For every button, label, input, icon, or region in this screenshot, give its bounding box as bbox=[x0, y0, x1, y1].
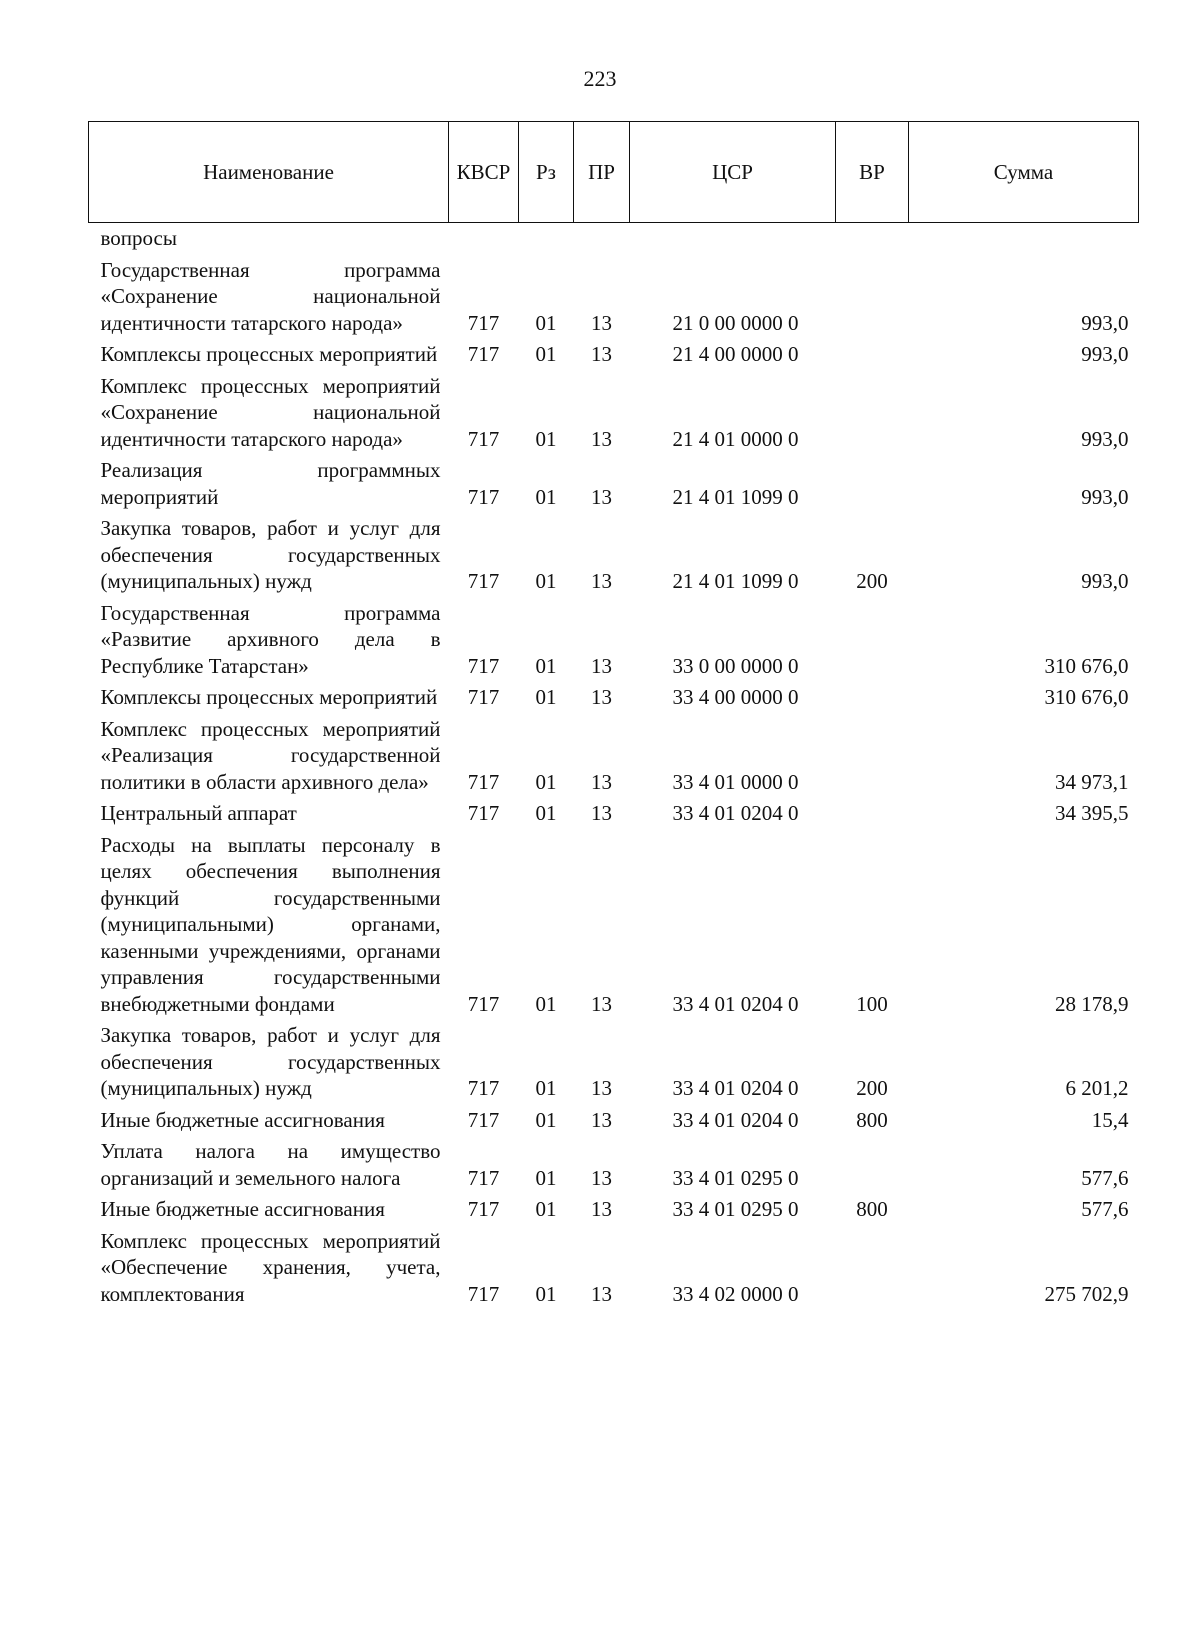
cell-sum: 34 395,5 bbox=[1055, 801, 1129, 825]
cell-name: Закупка товаров, работ и услуг для обеспечения государственных (муниципальных) нужд bbox=[100, 1023, 441, 1100]
cell-name: Реализация программных мероприятий bbox=[100, 458, 441, 509]
cell-vr bbox=[836, 798, 909, 830]
cell-csr: 33 4 01 0204 0 bbox=[672, 1107, 799, 1132]
cell-pr: 13 bbox=[591, 484, 612, 509]
cell-kvsr bbox=[449, 223, 519, 255]
cell-sum: 993,0 bbox=[1081, 342, 1129, 366]
header-rz: Рз bbox=[519, 122, 574, 223]
cell-rz: 01 bbox=[535, 769, 557, 794]
page-number: 223 bbox=[583, 66, 617, 91]
cell-rz bbox=[519, 223, 574, 255]
header-row bbox=[89, 122, 1139, 223]
header-pr: ПР bbox=[574, 122, 630, 223]
cell-kvsr: 717 bbox=[467, 569, 500, 593]
table-row bbox=[89, 682, 1139, 714]
cell-kvsr: 717 bbox=[467, 426, 500, 451]
cell-pr bbox=[574, 223, 630, 255]
cell-csr: 33 4 01 0204 0 bbox=[672, 1076, 799, 1100]
cell-vr bbox=[836, 1226, 909, 1311]
cell-csr: 21 4 01 1099 0 bbox=[672, 484, 799, 509]
cell-pr: 13 bbox=[591, 685, 612, 709]
table-row bbox=[89, 1105, 1139, 1137]
cell-pr: 13 bbox=[591, 426, 612, 451]
cell-sum: 993,0 bbox=[1081, 426, 1129, 451]
cell-csr: 33 4 00 0000 0 bbox=[672, 685, 799, 709]
cell-sum: 577,6 bbox=[1081, 1165, 1129, 1190]
cell-vr: 200 bbox=[856, 1076, 888, 1100]
table-row bbox=[89, 1136, 1139, 1194]
table-row bbox=[89, 598, 1139, 683]
cell-kvsr: 717 bbox=[467, 653, 500, 678]
cell-name: Комплекс процессных мероприятий «Реализация государственной политики в области архивного дела» bbox=[100, 716, 441, 794]
cell-name: Уплата налога на имущество организаций и земельного налога bbox=[100, 1139, 441, 1190]
cell-name: Расходы на выплаты персоналу в целях обеспечения выполнения функций государственными (муниципальными) органами, казенными учреждениями, органами управления государственными внебюджетными фондами bbox=[100, 832, 441, 1016]
cell-pr: 13 bbox=[591, 310, 612, 335]
table-header bbox=[89, 122, 1139, 223]
header-kvsr: КВСР bbox=[449, 122, 519, 223]
cell-vr bbox=[836, 682, 909, 714]
cell-csr bbox=[630, 223, 836, 255]
cell-rz: 01 bbox=[535, 484, 557, 509]
cell-csr: 33 4 01 0204 0 bbox=[672, 801, 799, 825]
cell-kvsr: 717 bbox=[467, 685, 500, 709]
cell-kvsr: 717 bbox=[467, 1197, 500, 1221]
cell-kvsr: 717 bbox=[467, 1165, 500, 1190]
cell-sum: 310 676,0 bbox=[1044, 685, 1129, 709]
cell-rz: 01 bbox=[535, 991, 557, 1016]
cell-vr bbox=[836, 455, 909, 513]
cell-rz: 01 bbox=[535, 1197, 557, 1221]
header-name: Наименование bbox=[89, 122, 449, 223]
cell-sum bbox=[909, 223, 1139, 255]
table-row bbox=[89, 513, 1139, 598]
cell-sum: 34 973,1 bbox=[1055, 769, 1129, 794]
table-body bbox=[89, 223, 1139, 1311]
header-sum: Сумма bbox=[909, 122, 1139, 223]
cell-sum: 993,0 bbox=[1081, 484, 1129, 509]
cell-vr bbox=[836, 371, 909, 456]
cell-vr: 100 bbox=[856, 991, 888, 1016]
cell-csr: 33 4 01 0204 0 bbox=[672, 991, 799, 1016]
cell-sum: 577,6 bbox=[1081, 1197, 1129, 1221]
cell-pr: 13 bbox=[591, 342, 612, 366]
cell-rz: 01 bbox=[535, 653, 557, 678]
header-vr: ВР bbox=[836, 122, 909, 223]
cell-name: Центральный аппарат bbox=[100, 801, 297, 825]
cell-kvsr: 717 bbox=[467, 801, 500, 825]
cell-vr bbox=[836, 223, 909, 255]
cell-csr: 21 4 00 0000 0 bbox=[672, 342, 799, 366]
cell-vr bbox=[836, 598, 909, 683]
cell-csr: 33 4 01 0000 0 bbox=[672, 769, 799, 794]
table-row bbox=[89, 223, 1139, 255]
cell-name: Государственная программа «Сохранение национальной идентичности татарского народа» bbox=[100, 257, 441, 335]
cell-name: Комплекс процессных мероприятий «Сохранение национальной идентичности татарского народа» bbox=[100, 373, 441, 451]
cell-csr: 33 4 01 0295 0 bbox=[672, 1165, 799, 1190]
cell-rz: 01 bbox=[535, 569, 557, 593]
cell-rz: 01 bbox=[535, 342, 557, 366]
cell-vr bbox=[836, 339, 909, 371]
cell-csr: 21 0 00 0000 0 bbox=[672, 310, 799, 335]
cell-name: Закупка товаров, работ и услуг для обеспечения государственных (муниципальных) нужд bbox=[100, 516, 441, 593]
cell-csr: 21 4 01 0000 0 bbox=[672, 426, 799, 451]
table-row bbox=[89, 371, 1139, 456]
cell-rz: 01 bbox=[535, 310, 557, 335]
header-csr: ЦСР bbox=[630, 122, 836, 223]
cell-csr: 33 4 02 0000 0 bbox=[672, 1281, 799, 1306]
table-row bbox=[89, 830, 1139, 1021]
cell-sum: 6 201,2 bbox=[1065, 1076, 1129, 1100]
cell-csr: 33 4 01 0295 0 bbox=[672, 1197, 799, 1221]
cell-pr: 13 bbox=[591, 769, 612, 794]
cell-kvsr: 717 bbox=[467, 991, 500, 1016]
table-row bbox=[89, 798, 1139, 830]
cell-sum: 28 178,9 bbox=[1055, 991, 1129, 1016]
cell-vr bbox=[836, 255, 909, 340]
cell-pr: 13 bbox=[591, 569, 612, 593]
cell-rz: 01 bbox=[535, 801, 557, 825]
cell-sum: 15,4 bbox=[1091, 1107, 1129, 1132]
cell-pr: 13 bbox=[591, 801, 612, 825]
cell-pr: 13 bbox=[591, 1165, 612, 1190]
cell-name: Комплексы процессных мероприятий bbox=[100, 342, 438, 366]
table-row bbox=[89, 455, 1139, 513]
cell-pr: 13 bbox=[591, 1076, 612, 1100]
cell-rz: 01 bbox=[535, 1107, 557, 1132]
cell-pr: 13 bbox=[591, 1281, 612, 1306]
cell-vr: 200 bbox=[856, 569, 888, 593]
cell-kvsr: 717 bbox=[467, 342, 500, 366]
table-row bbox=[89, 255, 1139, 340]
budget-table bbox=[88, 121, 1139, 1310]
table-row bbox=[89, 714, 1139, 799]
cell-sum: 993,0 bbox=[1081, 310, 1129, 335]
table-row bbox=[89, 1194, 1139, 1226]
table-row bbox=[89, 1226, 1139, 1311]
cell-pr: 13 bbox=[591, 1107, 612, 1132]
cell-vr: 800 bbox=[856, 1197, 888, 1221]
cell-name: вопросы bbox=[100, 226, 177, 250]
cell-rz: 01 bbox=[535, 426, 557, 451]
cell-vr: 800 bbox=[856, 1107, 888, 1132]
cell-sum: 275 702,9 bbox=[1044, 1281, 1129, 1306]
cell-name: Комплексы процессных мероприятий bbox=[100, 685, 438, 709]
cell-name: Государственная программа «Развитие архивного дела в Республике Татарстан» bbox=[100, 600, 441, 678]
table-row bbox=[89, 1020, 1139, 1105]
cell-name: Иные бюджетные ассигнования bbox=[100, 1197, 385, 1221]
cell-csr: 33 0 00 0000 0 bbox=[672, 653, 799, 678]
cell-kvsr: 717 bbox=[467, 484, 500, 509]
cell-rz: 01 bbox=[535, 1165, 557, 1190]
table-row bbox=[89, 339, 1139, 371]
cell-pr: 13 bbox=[591, 653, 612, 678]
cell-sum: 993,0 bbox=[1081, 569, 1129, 593]
cell-vr bbox=[836, 714, 909, 799]
cell-csr: 21 4 01 1099 0 bbox=[672, 569, 799, 593]
cell-vr bbox=[836, 1136, 909, 1194]
cell-name: Комплекс процессных мероприятий «Обеспечение хранения, учета, комплектования bbox=[100, 1228, 441, 1306]
cell-kvsr: 717 bbox=[467, 1076, 500, 1100]
cell-kvsr: 717 bbox=[467, 769, 500, 794]
cell-rz: 01 bbox=[535, 685, 557, 709]
cell-kvsr: 717 bbox=[467, 310, 500, 335]
cell-kvsr: 717 bbox=[467, 1107, 500, 1132]
cell-name: Иные бюджетные ассигнования bbox=[100, 1107, 385, 1132]
cell-pr: 13 bbox=[591, 991, 612, 1016]
cell-pr: 13 bbox=[591, 1197, 612, 1221]
cell-sum: 310 676,0 bbox=[1044, 653, 1129, 678]
cell-rz: 01 bbox=[535, 1076, 557, 1100]
cell-kvsr: 717 bbox=[467, 1281, 500, 1306]
cell-rz: 01 bbox=[535, 1281, 557, 1306]
